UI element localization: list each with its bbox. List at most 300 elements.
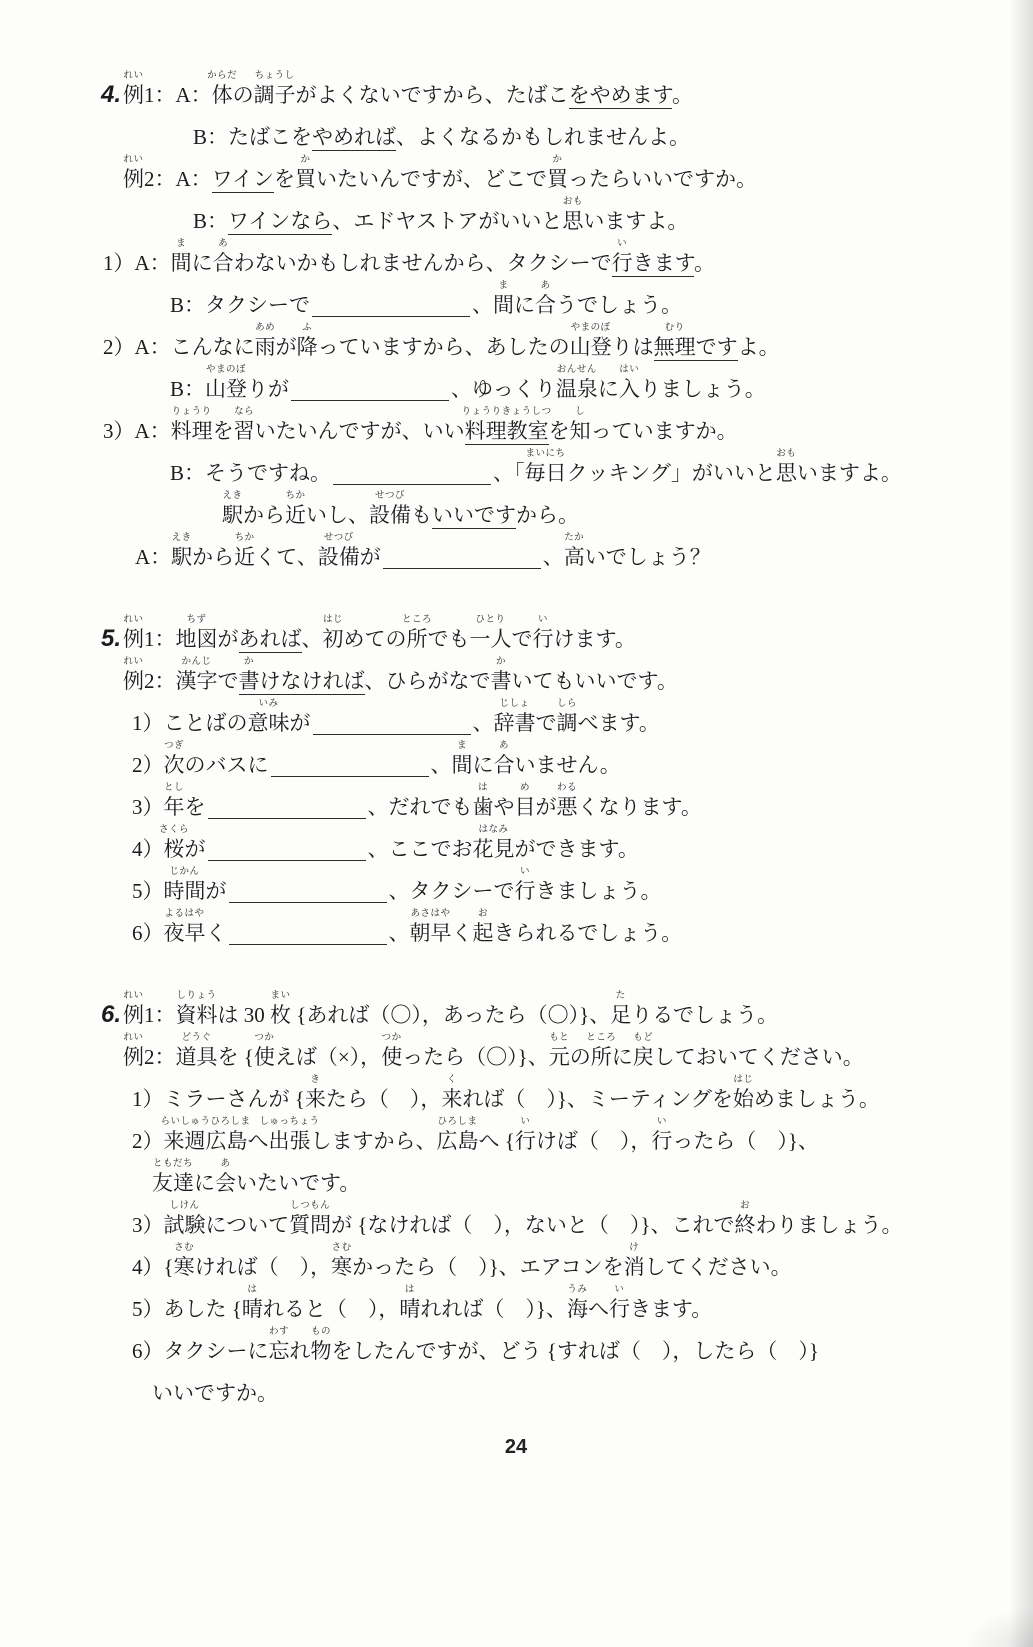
ruby-word: [734, 1201, 756, 1237]
furigana: ひとり: [475, 615, 506, 625]
text-run: がよくないですから、たばこ: [295, 83, 569, 107]
text-run: について: [205, 1213, 290, 1237]
furigana: は: [404, 1285, 415, 1295]
section-5: [101, 615, 929, 954]
text-run: りましょう。: [639, 377, 766, 401]
text-run: 1：: [144, 627, 176, 651]
kanji-base: 広島: [436, 1129, 479, 1153]
furigana: か: [300, 155, 311, 165]
kanji-base: 枚: [270, 1003, 291, 1027]
kanji-base: 始: [732, 1087, 754, 1111]
ruby-word: [322, 615, 344, 651]
text-run: れば（ ）}、ミーティングを: [462, 1087, 733, 1111]
ruby-word: [215, 1159, 236, 1195]
furigana: えき: [171, 533, 192, 543]
text-run: きます。: [629, 1297, 713, 1321]
section-number: 4.: [101, 81, 122, 108]
kanji-base: 合: [535, 293, 557, 317]
kanji-base: 例: [123, 669, 144, 693]
text-run: きられるでしょう。: [493, 921, 683, 945]
furigana: おんせん: [556, 365, 597, 375]
furigana: ところ: [586, 1033, 617, 1043]
text-run: ったらいいですか。: [568, 167, 758, 191]
text-line: [123, 991, 929, 1036]
kanji-base: 晴: [399, 1297, 421, 1321]
ruby-word: [461, 407, 552, 445]
kanji-base: 料理: [170, 419, 213, 443]
ruby-word: [207, 71, 238, 107]
text-line: [132, 699, 929, 744]
text-line: [193, 116, 929, 158]
text-run: いたいです。: [236, 1171, 361, 1195]
text-run: けます。: [553, 627, 636, 651]
furigana: やまのぼ: [206, 365, 247, 375]
ruby-word: [381, 1033, 403, 1069]
ruby-word: [304, 1075, 326, 1111]
kanji-base: 朝早: [409, 921, 452, 945]
furigana: か: [495, 657, 507, 667]
furigana: どうぐ: [181, 1033, 212, 1043]
kanji-base: 思: [775, 461, 797, 485]
ruby-word: [175, 657, 218, 693]
ruby-word: [566, 1285, 588, 1321]
kanji-base: 知: [569, 419, 591, 443]
furigana: なら: [234, 407, 255, 417]
furigana: とし: [163, 783, 185, 793]
furigana: おも: [562, 197, 583, 207]
text-run: B：タクシーで: [170, 293, 311, 317]
ruby-word: [289, 1201, 332, 1237]
text-run: く: [451, 921, 473, 945]
furigana: じかん: [169, 867, 200, 877]
text-run: を: [274, 167, 296, 191]
ruby-word: [163, 867, 206, 903]
ruby-word: [569, 323, 612, 359]
text-run: きます: [632, 251, 694, 275]
text-run: く: [205, 921, 227, 945]
text-run: へ {: [478, 1129, 515, 1153]
kanji-base: 例: [123, 83, 144, 107]
ruby-word: [123, 615, 144, 651]
ruby-word: [618, 365, 640, 401]
kanji-base: 意味: [247, 711, 290, 735]
text-run: B：: [193, 209, 229, 233]
kanji-base: 例: [123, 167, 144, 191]
kanji-base: 雨: [254, 335, 276, 359]
kanji-base: 調子: [253, 83, 296, 107]
furigana: よるはや: [164, 909, 205, 919]
kanji-base: 悪: [556, 795, 578, 819]
furigana: あめ: [255, 323, 276, 333]
text-run: いてもいいです。: [511, 669, 678, 693]
furigana: れい: [123, 155, 144, 165]
text-run: 。: [672, 83, 693, 107]
furigana: れい: [123, 71, 144, 81]
kanji-base: 終: [734, 1213, 756, 1237]
furigana: ちか: [285, 491, 306, 501]
text-run: が: [205, 879, 227, 903]
furigana: ま: [176, 239, 187, 249]
text-run: をやめます: [568, 83, 672, 107]
section-4: [101, 71, 929, 578]
text-run: のバスに: [184, 753, 269, 777]
ruby-word: [436, 1117, 479, 1153]
section-6: [101, 991, 929, 1414]
furigana: やまのぼ: [570, 323, 611, 333]
kanji-base: 消: [623, 1255, 645, 1279]
ruby-word: [493, 699, 536, 735]
ruby-word: [163, 741, 185, 777]
furigana: まいにち: [525, 449, 566, 459]
kanji-base: 時間: [163, 879, 206, 903]
furigana: りょうりきょうしつ: [461, 407, 552, 417]
text-line: [170, 449, 929, 494]
ruby-word: [123, 657, 144, 693]
text-run: いますよ。: [796, 461, 902, 485]
furigana: く: [446, 1075, 457, 1085]
ruby-word: [123, 1033, 144, 1069]
text-line: [132, 1243, 929, 1288]
furigana: か: [552, 155, 563, 165]
kanji-base: 足: [610, 1003, 632, 1027]
text-run: たら（ ），: [325, 1087, 442, 1111]
kanji-base: 会: [215, 1171, 236, 1195]
ruby-word: [123, 991, 144, 1027]
text-run: で: [535, 711, 557, 735]
kanji-base: 夜早: [163, 921, 206, 945]
text-run: りは: [611, 335, 654, 359]
kanji-base: 駅: [171, 545, 193, 569]
text-run: 、ここでお: [367, 837, 473, 861]
kanji-base: 設備: [317, 545, 360, 569]
furigana: け: [629, 1243, 640, 1253]
text-run: 2）: [132, 753, 164, 777]
text-run: 4）{: [132, 1255, 174, 1279]
text-run: です: [695, 335, 738, 359]
text-run: が: [359, 545, 381, 569]
furigana: い: [520, 1117, 531, 1127]
text-line: [152, 1159, 929, 1204]
ruby-word: [556, 699, 578, 735]
kanji-base: 行: [532, 627, 554, 651]
text-run: へ: [587, 1297, 609, 1321]
ruby-word: [259, 1117, 320, 1153]
kanji-base: 高: [563, 545, 585, 569]
text-run: 4）: [132, 837, 164, 861]
text-run: から: [243, 503, 285, 527]
ruby-word: [171, 533, 193, 569]
kanji-base: 使: [381, 1045, 403, 1069]
furigana: め: [519, 783, 531, 793]
furigana: お: [477, 909, 489, 919]
ruby-word: [175, 991, 218, 1027]
text-run: ワイン: [211, 167, 275, 191]
text-run: から。: [516, 503, 579, 527]
text-run: に: [472, 753, 494, 777]
furigana: れい: [123, 615, 144, 625]
text-run: いますよ。: [583, 209, 689, 233]
kanji-base: 友達: [152, 1171, 194, 1195]
furigana: い: [617, 239, 628, 249]
text-run: いたいんですが、どこで: [316, 167, 548, 191]
furigana: うみ: [567, 1285, 588, 1295]
text-line: [123, 657, 929, 702]
furigana: れい: [123, 991, 144, 1001]
text-run: いません。: [514, 753, 621, 777]
kanji-base: 一人: [469, 627, 512, 651]
ruby-word: [469, 615, 512, 651]
kanji-base: 調: [556, 711, 578, 735]
kanji-base: 買: [295, 167, 317, 191]
kanji-base: 行: [514, 879, 536, 903]
ruby-word: [401, 615, 433, 651]
furigana: しりょう: [176, 991, 217, 1001]
furigana: い: [614, 1285, 625, 1295]
text-run: かったら（ ）}、エアコンを: [352, 1255, 624, 1279]
furigana: いみ: [258, 699, 279, 709]
furigana: い: [656, 1117, 667, 1127]
furigana: おも: [776, 449, 797, 459]
ruby-word: [270, 991, 291, 1027]
ruby-word: [238, 657, 260, 695]
kanji-base: 合: [212, 251, 234, 275]
furigana: もの: [310, 1327, 332, 1337]
answer-blank: [271, 774, 429, 777]
furigana: はじ: [322, 615, 344, 625]
text-run: ったら（〇）}、: [402, 1045, 549, 1069]
kanji-base: 無理: [653, 335, 696, 359]
kanji-base: 設備: [369, 503, 411, 527]
text-line: [132, 825, 929, 870]
furigana: れい: [123, 1033, 144, 1043]
ruby-word: [610, 991, 632, 1027]
kanji-base: 漢字: [175, 669, 218, 693]
text-run: わりましょう。: [755, 1213, 903, 1237]
text-line: [222, 491, 929, 536]
text-run: 2：: [144, 1045, 176, 1069]
furigana: し: [575, 407, 586, 417]
kanji-base: 合: [493, 753, 515, 777]
kanji-base: 試験: [163, 1213, 206, 1237]
ruby-word: [532, 615, 554, 651]
text-run: いたいんですが、いい: [254, 419, 465, 443]
text-run: あれば: [238, 627, 302, 651]
ruby-word: [611, 239, 633, 277]
kanji-base: 道具: [175, 1045, 218, 1069]
furigana: き: [310, 1075, 321, 1085]
ruby-word: [555, 365, 598, 401]
kanji-base: 習: [233, 419, 255, 443]
text-run: が: [184, 837, 206, 861]
furigana: せつび: [374, 491, 406, 501]
ruby-word: [175, 1033, 218, 1069]
furigana: からだ: [207, 71, 238, 81]
ruby-word: [160, 1117, 251, 1153]
ruby-word: [170, 239, 192, 275]
kanji-base: 行: [514, 1129, 536, 1153]
kanji-base: 行: [608, 1297, 630, 1321]
text-run: しておいてください。: [653, 1045, 864, 1069]
furigana: もと: [549, 1033, 570, 1043]
text-run: りが: [247, 377, 290, 401]
text-line: [132, 741, 929, 786]
text-line: [170, 365, 929, 410]
text-run: 1）ミラーさんが {: [132, 1087, 305, 1111]
text-line: [123, 155, 929, 200]
text-line: [123, 1033, 929, 1078]
ruby-word: [651, 1117, 673, 1153]
ruby-word: [732, 1075, 754, 1111]
furigana: さむ: [174, 1243, 195, 1253]
text-run: 、「: [493, 461, 525, 485]
text-run: 、: [472, 293, 494, 317]
kanji-base: 行: [611, 251, 633, 275]
section-number: 6.: [101, 1001, 122, 1028]
text-line: [103, 239, 929, 284]
ruby-word: [514, 867, 536, 903]
ruby-word: [123, 155, 144, 191]
text-run: 、: [430, 753, 452, 777]
text-run: きましょう。: [535, 879, 662, 903]
ruby-word: [296, 323, 318, 359]
text-run: が: [275, 335, 297, 359]
text-run: 1）A：: [103, 251, 171, 275]
ruby-word: [253, 71, 296, 107]
kanji-base: 辞書: [493, 711, 536, 735]
furigana: あ: [220, 1159, 231, 1169]
text-run: でも: [427, 627, 470, 651]
ruby-word: [409, 909, 452, 945]
text-run: 、: [301, 627, 323, 651]
furigana: は: [247, 1285, 258, 1295]
furigana: りょうり: [171, 407, 212, 417]
ruby-word: [222, 491, 243, 527]
text-run: 1：: [144, 1003, 176, 1027]
ruby-word: [493, 741, 515, 777]
ruby-word: [233, 407, 255, 443]
text-run: っていますか。: [590, 419, 738, 443]
ruby-word: [331, 1243, 353, 1279]
text-line: [132, 1075, 929, 1120]
furigana: つか: [254, 1033, 275, 1043]
ruby-word: [493, 281, 515, 317]
text-run: いいです: [432, 503, 516, 527]
kanji-base: 晴: [241, 1297, 263, 1321]
kanji-base: 書: [238, 669, 260, 693]
ruby-word: [653, 323, 696, 361]
ruby-word: [212, 239, 234, 275]
scan-right-edge: [1009, 0, 1033, 1647]
ruby-word: [241, 1285, 263, 1321]
ruby-word: [173, 1243, 195, 1279]
ruby-word: [317, 533, 360, 569]
text-run: に: [597, 377, 619, 401]
ruby-word: [268, 1327, 290, 1363]
text-run: 、だれでも: [367, 795, 473, 819]
furigana: わす: [268, 1327, 290, 1337]
furigana: ふ: [302, 323, 313, 333]
kanji-base: 温泉: [555, 377, 598, 401]
ruby-word: [170, 407, 213, 443]
ruby-word: [158, 825, 190, 861]
kanji-base: 近: [285, 503, 306, 527]
furigana: しゅっちょう: [259, 1117, 320, 1127]
text-run: が: [535, 795, 557, 819]
text-run: れれば（ ）}、: [420, 1297, 567, 1321]
kanji-base: 来週広島: [163, 1129, 248, 1153]
text-run: や: [493, 795, 515, 819]
ruby-word: [472, 783, 494, 819]
kanji-base: 年: [163, 795, 185, 819]
ruby-word: [548, 1033, 570, 1069]
ruby-word: [163, 783, 185, 819]
text-run: 1）ことばの: [132, 711, 248, 735]
answer-blank: [313, 732, 471, 735]
furigana: か: [243, 657, 255, 667]
text-run: 5）あした {: [132, 1297, 242, 1321]
kanji-base: 入: [618, 377, 640, 401]
text-run: いいですか。: [152, 1381, 278, 1405]
text-run: が: [217, 627, 239, 651]
kanji-base: 次: [163, 753, 185, 777]
text-run: 6）タクシーに: [132, 1339, 269, 1363]
ruby-word: [563, 533, 585, 569]
text-run: いし、: [306, 503, 369, 527]
kanji-base: 寒: [331, 1255, 353, 1279]
text-run: を: [184, 795, 206, 819]
worksheet: [101, 71, 929, 1459]
text-run: 、: [542, 545, 564, 569]
furigana: あ: [540, 281, 551, 291]
text-run: を: [212, 419, 234, 443]
text-run: 2：A：: [144, 167, 212, 191]
text-run: りるでしょう。: [631, 1003, 778, 1027]
text-run: よ。: [737, 335, 780, 359]
text-run: 2：: [144, 669, 176, 693]
kanji-base: 桜: [163, 837, 185, 861]
furigana: たか: [564, 533, 585, 543]
ruby-word: [123, 71, 144, 107]
kanji-base: 間: [170, 251, 192, 275]
kanji-base: 例: [123, 627, 144, 651]
ruby-word: [632, 1033, 654, 1069]
text-run: B：そうですね。: [170, 461, 332, 485]
ruby-word: [586, 1033, 617, 1069]
kanji-base: 例: [123, 1003, 144, 1027]
text-run: 、: [388, 921, 410, 945]
text-run: くて、: [255, 545, 318, 569]
text-run: れ: [289, 1339, 311, 1363]
text-run: 、: [472, 711, 494, 735]
ruby-word: [556, 783, 578, 819]
ruby-word: [163, 1201, 206, 1237]
ruby-word: [253, 1033, 275, 1069]
kanji-base: 駅: [222, 503, 243, 527]
answer-blank: [229, 942, 387, 945]
ruby-word: [247, 699, 290, 735]
text-run: うでしょう。: [556, 293, 683, 317]
ruby-word: [369, 491, 411, 527]
ruby-word: [472, 825, 515, 861]
answer-blank: [291, 398, 449, 401]
ruby-word: [285, 491, 306, 527]
furigana: はなみ: [478, 825, 509, 835]
kanji-base: 地図: [175, 627, 218, 651]
text-run: 2）A：こんなに: [103, 335, 255, 359]
text-run: 、よくなるかもしれませんよ。: [396, 125, 691, 149]
kanji-base: 書: [490, 669, 512, 693]
ruby-word: [562, 197, 584, 233]
